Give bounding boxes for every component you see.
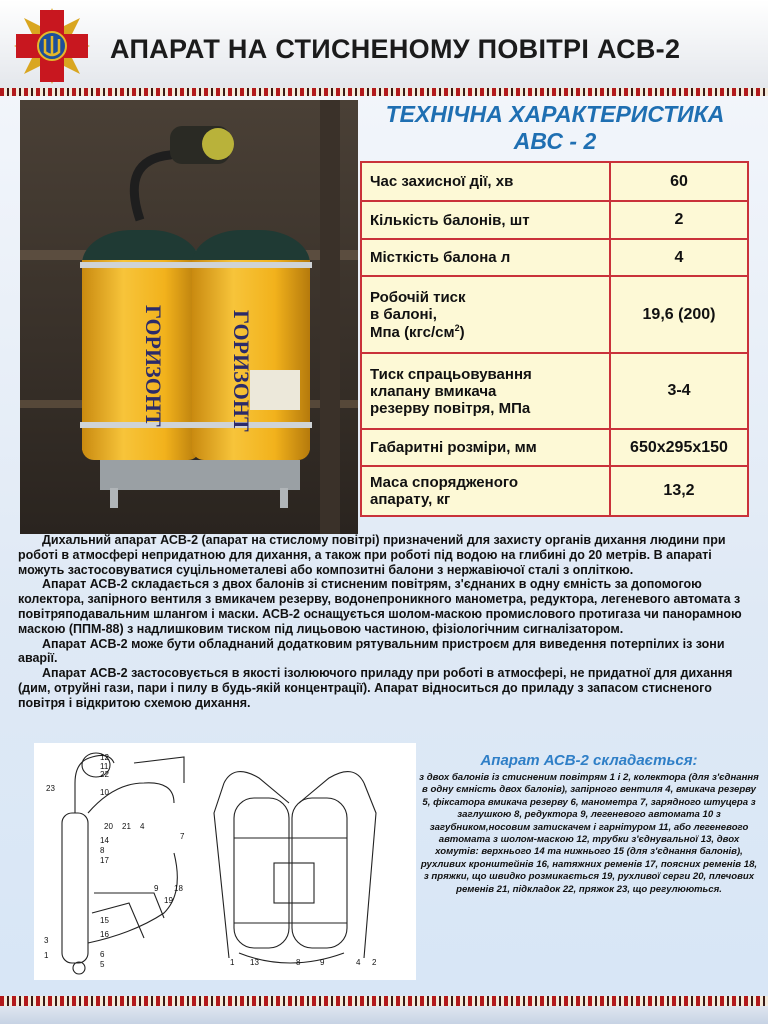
table-row	[361, 466, 748, 516]
spec-param-line	[370, 323, 601, 341]
description-paragraph: Апарат АСВ-2 застосовується в якості ізолюючого приладу при роботі в атмосфері, не придатної для дихання (дим, отруйні гази, пари і пилу в будь-якій концентрації). Апарат відноситься до приладу з запасом стисненого повітря і відкритою схемою дихання.	[18, 666, 733, 710]
callout-number: 6	[100, 950, 105, 959]
spec-param: Місткість балона л	[361, 239, 610, 276]
spec-param-superscript: 2	[454, 322, 460, 333]
callout-number: 9	[320, 958, 325, 967]
callout-number: 21	[122, 822, 131, 831]
components-text: з двох балонів із стисненим повітрям 1 і 2, колектора (для з'єднання в одну ємність двох балонів), запірного вентиля 4, вмикача резерву 5, фіксатора вмикача резерву 6, манометра 7, зарядного штуцера з заглушкою 8, редуктора 9, легеневого автомата 10 з загубником,носовим затискачем і гарнітуром 11, або легеневого автомата з шолом-маскою 12, трубки з'єднувальної 13, двох хомутів: верхнього 14 та нижнього 15 (для з'єднання балонів), рухливих кронштейнів 16, натяжних ременів 17, поясних ременів 18, з пряжки, що швидко розмикається 19, рухливої серги 20, плечових ременів 21, підкладок 22, пряжок 23, що регулюються.	[419, 772, 759, 895]
spec-value: 13,2	[610, 466, 748, 516]
spec-param-line: Маса спорядженого	[370, 474, 519, 491]
apparatus-photo	[20, 100, 358, 534]
spec-param: Габаритні розміри, мм	[361, 429, 610, 466]
specs-title-line2: АВС - 2	[513, 128, 597, 154]
description-paragraph: Апарат АСВ-2 складається з двох балонів зі стисненим повітрям, з'єднаних в одну ємність за допомогою колектора, запірного вентиля з вмикачем резерву, водонепроникного манометра, редуктора, легеневого автомата з повітряподавальним шлангом і маски. АСВ-2 оснащується шолом-маскою промислового протигаза чи панорамною маскою (ППМ-88) з надлишковим тиском під лицьовою частиною, фізіологічним сигналізатором.	[18, 577, 742, 636]
side-view-drawing	[62, 753, 184, 974]
military-emblem-icon	[12, 6, 92, 86]
callout-number: 8	[296, 958, 301, 967]
spec-param-line: Робочій тиск	[370, 288, 466, 306]
embroidery-ornament-top	[0, 88, 768, 96]
spec-value: 2	[610, 201, 748, 239]
callout-number: 20	[104, 822, 113, 831]
callout-number: 16	[100, 930, 109, 939]
spec-param-line: в балоні,	[370, 305, 437, 323]
spec-param-multiline	[361, 353, 610, 429]
callout-number: 1	[230, 958, 235, 967]
callout-number: 4	[356, 958, 361, 967]
callout-number: 19	[164, 896, 173, 905]
callout-number: 11	[100, 762, 109, 771]
callout-number: 13	[250, 958, 259, 967]
spec-param: Кількість балонів, шт	[361, 201, 610, 239]
callout-number: 23	[46, 784, 55, 793]
callout-number: 5	[100, 960, 105, 969]
table-row	[361, 276, 748, 353]
callout-number: 17	[100, 856, 109, 865]
spec-value: 3-4	[610, 353, 748, 429]
callout-number: 8	[100, 846, 105, 855]
spec-param: Час захисної дії, хв	[361, 162, 610, 201]
callout-number: 12	[100, 753, 109, 762]
spec-param-multiline	[361, 276, 610, 353]
specs-table	[360, 161, 749, 517]
embroidery-ornament-bottom	[0, 996, 768, 1006]
table-row	[361, 353, 748, 429]
footer-band	[0, 1006, 768, 1024]
table-row	[361, 429, 748, 466]
callout-number: 7	[180, 832, 185, 841]
description-text	[18, 533, 750, 711]
cylinder-label-left: ГОРИЗОНТ	[141, 305, 166, 427]
description-paragraph: Апарат АСВ-2 може бути обладнаний додатковим рятувальним пристроєм для виведення потерпілих із зони аварії.	[18, 636, 725, 666]
table-row	[361, 239, 748, 276]
spec-param-line: резерву повітря, МПа	[370, 399, 531, 417]
spec-param-line: клапану вмикача	[370, 382, 497, 400]
spec-param-text: Мпа (кгс/см	[370, 323, 455, 341]
spec-param-text-end: )	[459, 323, 465, 341]
spec-param-line: апарату, кг	[370, 491, 451, 508]
components-title: Апарат АСВ-2 складається:	[480, 752, 698, 769]
callout-number: 9	[154, 884, 159, 893]
back-view-drawing	[214, 772, 376, 963]
spec-value: 650х295х150	[610, 429, 748, 466]
spec-param-multiline	[361, 466, 610, 516]
page-title: АПАРАТ НА СТИСНЕНОМУ ПОВІТРІ АСВ-2	[110, 34, 681, 64]
callout-number: 4	[140, 822, 145, 831]
cylinder-label-right: ГОРИЗОНТ	[229, 310, 254, 432]
callout-number: 10	[100, 788, 109, 797]
callout-number: 2	[372, 958, 377, 967]
specs-title	[350, 101, 760, 155]
specs-title-line1: ТЕХНІЧНА ХАРАКТЕРИСТИКА	[385, 101, 725, 127]
spec-value: 4	[610, 239, 748, 276]
callout-number: 1	[44, 951, 49, 960]
callout-number: 22	[100, 770, 109, 779]
description-paragraph: Дихальний апарат АСВ-2 (апарат на стислому повітрі) призначений для захисту органів дихання людини при роботі в атмосфері непридатною для дихання, а також при роботі під водою на глибині до 20 метрів. В апараті можуть застосовуватися суцільнометалеві або композитні балони з нержавіючої сталі з опліткою.	[18, 533, 726, 577]
spec-value: 19,6 (200)	[610, 276, 748, 353]
callout-number: 3	[44, 936, 49, 945]
table-row	[361, 162, 748, 201]
callout-number: 15	[100, 916, 109, 925]
apparatus-diagram	[34, 743, 416, 980]
spec-param-line: Тиск спрацьовування	[370, 365, 532, 383]
spec-value: 60	[610, 162, 748, 201]
table-row	[361, 201, 748, 239]
callout-number: 14	[100, 836, 109, 845]
callout-number: 18	[174, 884, 183, 893]
